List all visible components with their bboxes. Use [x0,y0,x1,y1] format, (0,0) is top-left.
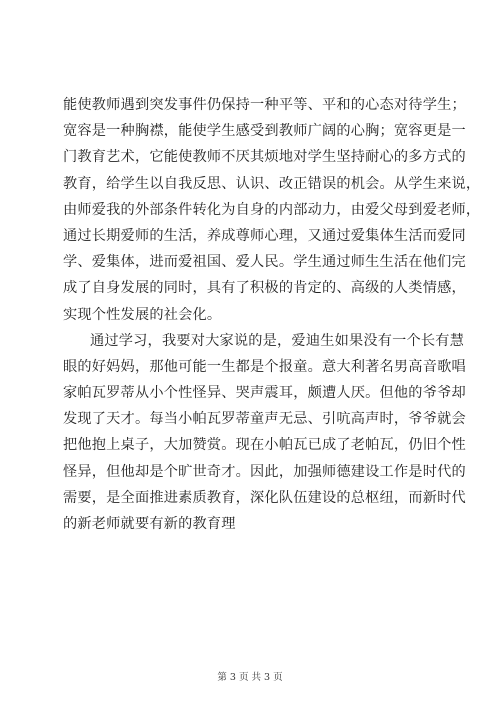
text-line: 怪异，但他却是个旷世奇才。因此，加强师德建设工作是时代的 [63,463,466,480]
text-line: 通过长期爱师的生活，养成尊师心理，又通过爱集体生活而爱同 [63,227,466,244]
text-line: 成了自身发展的同时，具有了积极的肯定的、高级的人类情感， [63,280,466,297]
text-line: 宽容是一种胸襟，能使学生感受到教师广阔的心胸；宽容更是一 [63,123,466,140]
text-line: 把他抱上桌子，大加赞赏。现在小帕瓦已成了老帕瓦，仍旧个性 [63,437,466,454]
text-line: 实现个性发展的社会化。 [63,306,222,323]
text-line: 教育，给学生以自我反思、认识、改正错误的机会。从学生来说， [63,175,481,192]
text-line: 眼的好妈妈，那他可能一生都是个报童。意大利著名男高音歌唱 [63,358,466,375]
text-line: 的新老师就要有新的教育理 [63,516,236,532]
text-line: 通过学习，我要对大家说的是，爱迪生如果没有一个长有慧 [90,332,465,349]
text-line: 需要，是全面推进素质教育，深化队伍建设的总枢纽，而新时代 [63,489,466,506]
text-line: 家帕瓦罗蒂从小个性怪异、哭声震耳，颇遭人厌。但他的爷爷却 [63,385,466,402]
text-line: 能使教师遇到突发事件仍保持一种平等、平和的心态对待学生； [63,97,466,113]
text-line: 学、爱集体，进而爱祖国、爱人民。学生通过师生生活在他们完 [63,254,466,271]
text-line: 由师爱我的外部条件转化为自身的内部动力，由爱父母到爱老师， [63,201,481,218]
page-footer: 第 3 页 共 3 页 [217,672,283,683]
text-line: 发现了天才。每当小帕瓦罗蒂童声无忌、引吭高声时，爷爷就会 [63,411,466,428]
body-text [63,92,481,537]
text-line: 门教育艺术，它能使教师不厌其烦地对学生坚持耐心的多方式的 [63,149,466,166]
